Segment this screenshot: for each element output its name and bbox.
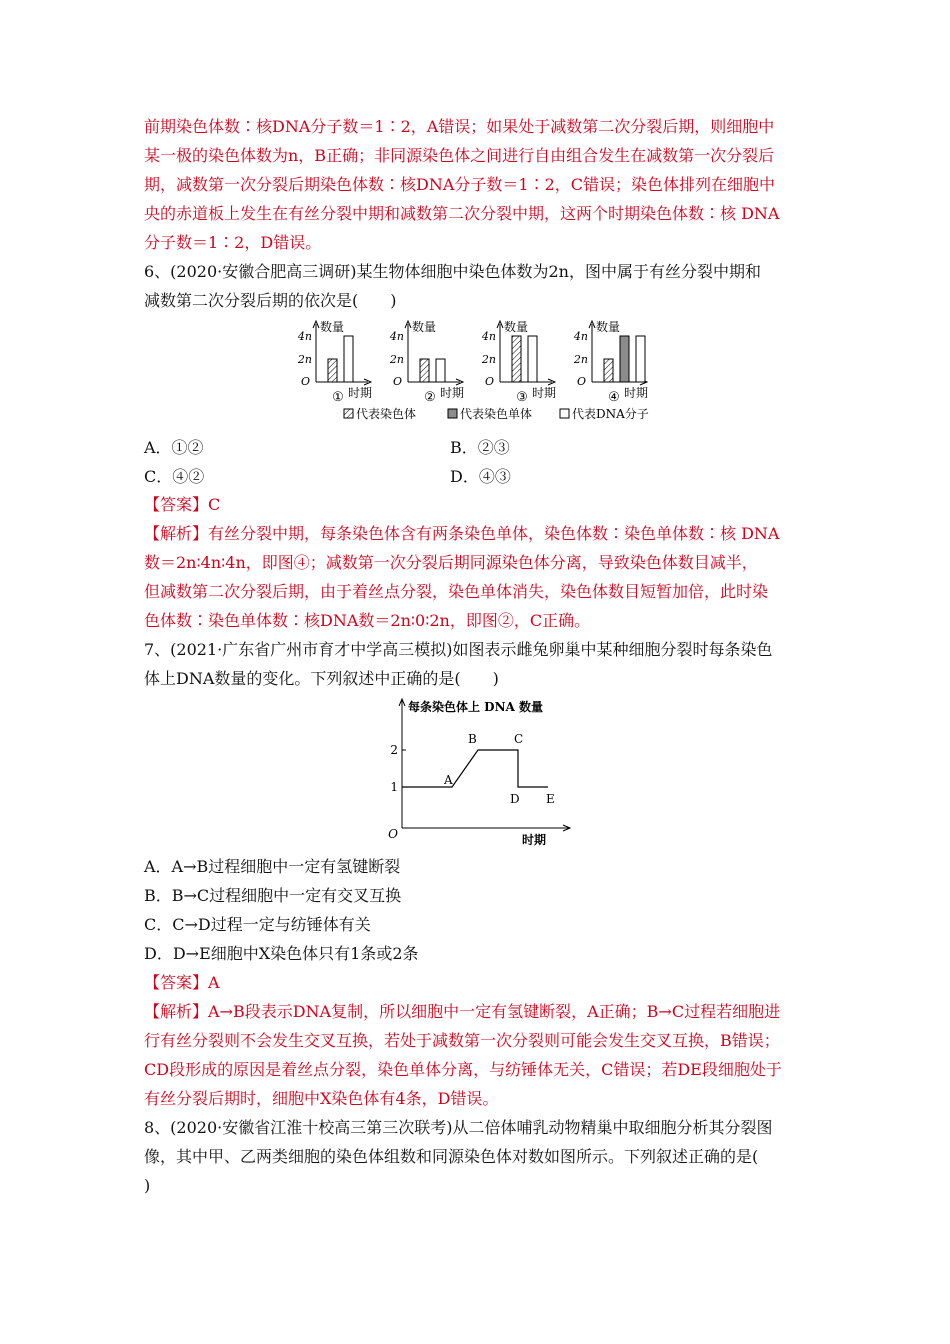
- legend-label: 代表染色体: [356, 407, 417, 421]
- panel-label: ②: [424, 390, 436, 405]
- y-axis-title: 数量: [412, 320, 437, 334]
- x-axis-title: 时期: [440, 386, 465, 400]
- bar: [512, 336, 521, 382]
- bar: [328, 359, 337, 382]
- tick-label: 4n: [481, 330, 496, 343]
- q6-option[interactable]: A．①②: [144, 438, 204, 457]
- legend-swatch: [344, 409, 353, 418]
- q7-answer: 【答案】A: [144, 973, 220, 992]
- q7-stem: 7、(2021·广东省广州市育才中学高三模拟)如图表示雌兔卵巢中某种细胞分裂时每条染色: [144, 640, 773, 659]
- origin-label: O: [484, 375, 494, 388]
- origin-label: O: [576, 375, 586, 388]
- panel-label: ①: [332, 390, 344, 405]
- legend-swatch: [560, 409, 569, 418]
- point-label: E: [546, 792, 555, 806]
- legend-label: 代表染色单体: [460, 407, 533, 421]
- tick-label: 4n: [297, 330, 312, 343]
- x-axis-title: 时期: [348, 386, 373, 400]
- q7-option[interactable]: B．B→C过程细胞中一定有交叉互换: [144, 886, 402, 905]
- q6-option[interactable]: D．④③: [450, 467, 511, 486]
- panel-label: ③: [516, 390, 528, 405]
- analysis-line: 分子数＝1∶2，D错误。: [144, 233, 322, 252]
- analysis-line: 前期染色体数∶核DNA分子数＝1∶2，A错误；如果处于减数第二次分裂后期，则细胞中: [144, 117, 775, 136]
- q6-stem: 6、(2020·安徽合肥高三调研)某生物体细胞中染色体数为2n，图中属于有丝分裂中期和: [144, 262, 761, 281]
- point-label: D: [510, 792, 520, 806]
- q6-answer: 【答案】C: [144, 495, 221, 514]
- y-axis-title: 数量: [320, 320, 345, 334]
- point-label: B: [468, 732, 477, 746]
- bar: [420, 359, 429, 382]
- q6-analysis: 数＝2n∶4n∶4n，即图④；减数第一次分裂后期同源染色体分离，导致染色体数目减半，: [144, 553, 758, 572]
- x-axis-title: 时期: [532, 386, 557, 400]
- y-axis-title: 数量: [596, 320, 621, 334]
- panel-label: ④: [608, 390, 620, 405]
- x-axis-title: 时期: [522, 833, 547, 847]
- y-axis-title: 每条染色体上 DNA 数量: [408, 700, 544, 714]
- q6-option[interactable]: B．②③: [450, 438, 510, 457]
- bar: [436, 359, 445, 382]
- bar: [620, 336, 629, 382]
- q7-option[interactable]: C．C→D过程一定与纺锤体有关: [144, 915, 371, 934]
- q6-legend: [344, 406, 649, 421]
- q6-analysis: 但减数第二次分裂后期，由于着丝点分裂，染色单体消失，染色体数目短暂加倍，此时染: [144, 582, 769, 601]
- analysis-line: 央的赤道板上发生在有丝分裂中期和减数第二次分裂中期，这两个时期染色体数∶核 DNA: [144, 204, 780, 223]
- origin-label: O: [392, 375, 402, 388]
- x-axis-title: 时期: [624, 386, 649, 400]
- y-axis-title: 数量: [504, 320, 529, 334]
- q6-analysis: 色体数∶染色单体数∶核DNA数＝2n∶0∶2n，即图②，C正确。: [144, 611, 591, 630]
- legend-swatch: [448, 409, 457, 418]
- tick-label: 4n: [389, 330, 404, 343]
- tick-label: 4n: [573, 330, 588, 343]
- tick-label: 2n: [481, 353, 496, 366]
- legend-label: 代表DNA分子: [572, 407, 649, 421]
- analysis-line: 某一极的染色体数为n，B正确；非同源染色体之间进行自由组合发生在减数第一次分裂后: [144, 146, 775, 165]
- tick-label: 2n: [389, 353, 404, 366]
- q7-stem: 体上DNA数量的变化。下列叙述中正确的是( ): [144, 669, 499, 688]
- tick-label: 1: [390, 780, 398, 794]
- q8-stem: 像，其中甲、乙两类细胞的染色体组数和同源染色体对数如图所示。下列叙述正确的是(: [144, 1147, 759, 1166]
- q6-bar-chart: [288, 318, 668, 428]
- bar: [604, 359, 613, 382]
- origin-label: O: [388, 827, 398, 841]
- q7-option[interactable]: A．A→B过程细胞中一定有氢键断裂: [144, 857, 401, 876]
- q7-analysis: 有丝分裂后期时，细胞中X染色体有4条，D错误。: [144, 1089, 499, 1108]
- q7-analysis: CD段形成的原因是着丝点分裂，染色单体分离，与纺锤体无关，C错误；若DE段细胞处于: [144, 1060, 782, 1079]
- point-label: A: [444, 773, 453, 787]
- q6-option[interactable]: C．④②: [144, 467, 205, 486]
- tick-label: 2n: [297, 353, 312, 366]
- analysis-line: 期，减数第一次分裂后期染色体数∶核DNA分子数＝1∶2，C错误；染色体排列在细胞中: [144, 175, 775, 194]
- q6-stem: 减数第二次分裂后期的依次是( ): [144, 291, 397, 310]
- tick-label: 2n: [573, 353, 588, 366]
- point-label: C: [514, 732, 524, 746]
- series-line: [402, 750, 548, 787]
- origin-label: O: [300, 375, 310, 388]
- bar: [344, 336, 353, 382]
- q6-analysis: 【解析】有丝分裂中期，每条染色体含有两条染色单体，染色体数∶染色单体数∶核 DNA: [144, 524, 780, 543]
- q8-stem: ): [144, 1176, 151, 1195]
- q7-line-chart: [380, 694, 580, 848]
- q7-option[interactable]: D．D→E细胞中X染色体只有1条或2条: [144, 944, 419, 963]
- tick-label: 2: [390, 743, 398, 757]
- bar: [528, 336, 537, 382]
- bar: [636, 336, 645, 382]
- q7-analysis: 行有丝分裂则不会发生交叉互换，若处于减数第一次分裂则可能会发生交叉互换，B错误；: [144, 1031, 780, 1050]
- q7-analysis: 【解析】A→B段表示DNA复制，所以细胞中一定有氢键断裂，A正确；B→C过程若细胞进: [144, 1002, 781, 1021]
- q8-stem: 8、(2020·安徽省江淮十校高三第三次联考)从二倍体哺乳动物精巢中取细胞分析其分裂图: [144, 1118, 773, 1137]
